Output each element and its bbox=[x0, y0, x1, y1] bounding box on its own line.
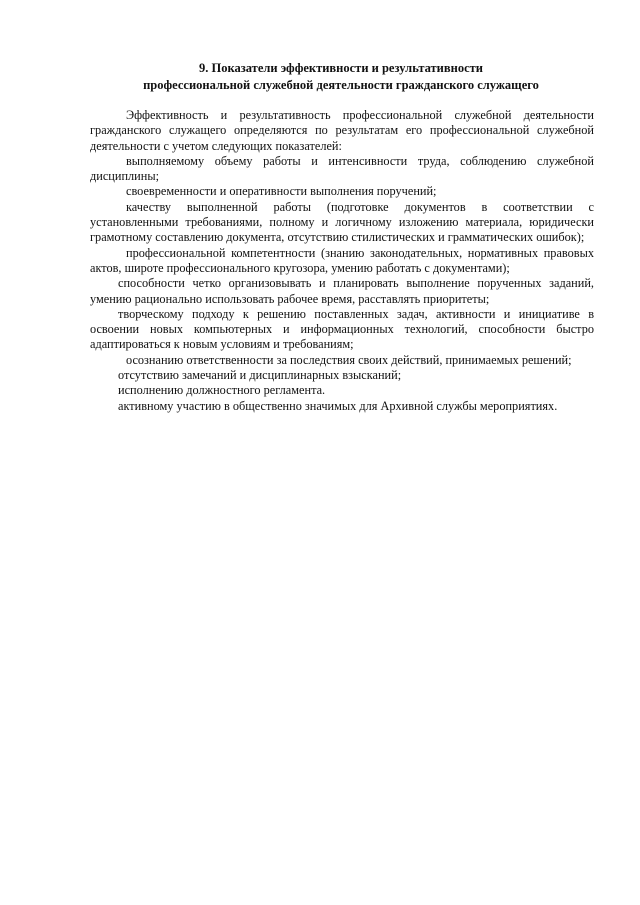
indicator-item: отсутствию замечаний и дисциплинарных взысканий; bbox=[118, 368, 402, 383]
intro-paragraph: Эффективность и результативность профессиональной служебной деятельности гражданского служащего определяются по результатам его профессиональной служебной деятельности с учетом следующих показателей: bbox=[90, 108, 594, 153]
indicator-item: профессиональной компетентности (знанию законодательных, нормативных правовых актов, широте профессионального кругозора, умению работать с документами); bbox=[90, 245, 594, 275]
section-title bbox=[90, 60, 592, 94]
indicator-item: активному участию в общественно значимых для Архивной службы мероприятиях. bbox=[118, 398, 558, 413]
document-body bbox=[90, 108, 594, 414]
indicator-item: качеству выполненной работы (подготовке документов в соответствии с установленными требованиями, полному и логичному изложению материала, юридически грамотному составлению документа, отсутствию стилистических и грамматических ошибок); bbox=[90, 199, 594, 245]
title-line-1: 9. Показатели эффективности и результативности bbox=[199, 61, 483, 75]
indicator-item: выполняемому объему работы и интенсивности труда, соблюдению служебной дисциплины; bbox=[90, 153, 594, 184]
indicator-item: исполнению должностного регламента. bbox=[118, 383, 326, 398]
indicator-item: творческому подходу к решению поставленных задач, активности и инициативе в освоении новых компьютерных и информационных технологий, способности быстро адаптироваться к новым условиям и требованиям; bbox=[90, 306, 594, 352]
indicator-item: своевременности и оперативности выполнения поручений; bbox=[126, 184, 437, 199]
indicator-item: способности четко организовывать и планировать выполнение порученных заданий, умению рационально использовать рабочее время, расставлять приоритеты; bbox=[90, 276, 594, 306]
indicator-item: осознанию ответственности за последствия своих действий, принимаемых решений; bbox=[126, 352, 572, 367]
title-line-2: профессиональной служебной деятельности гражданского служащего bbox=[143, 78, 539, 92]
